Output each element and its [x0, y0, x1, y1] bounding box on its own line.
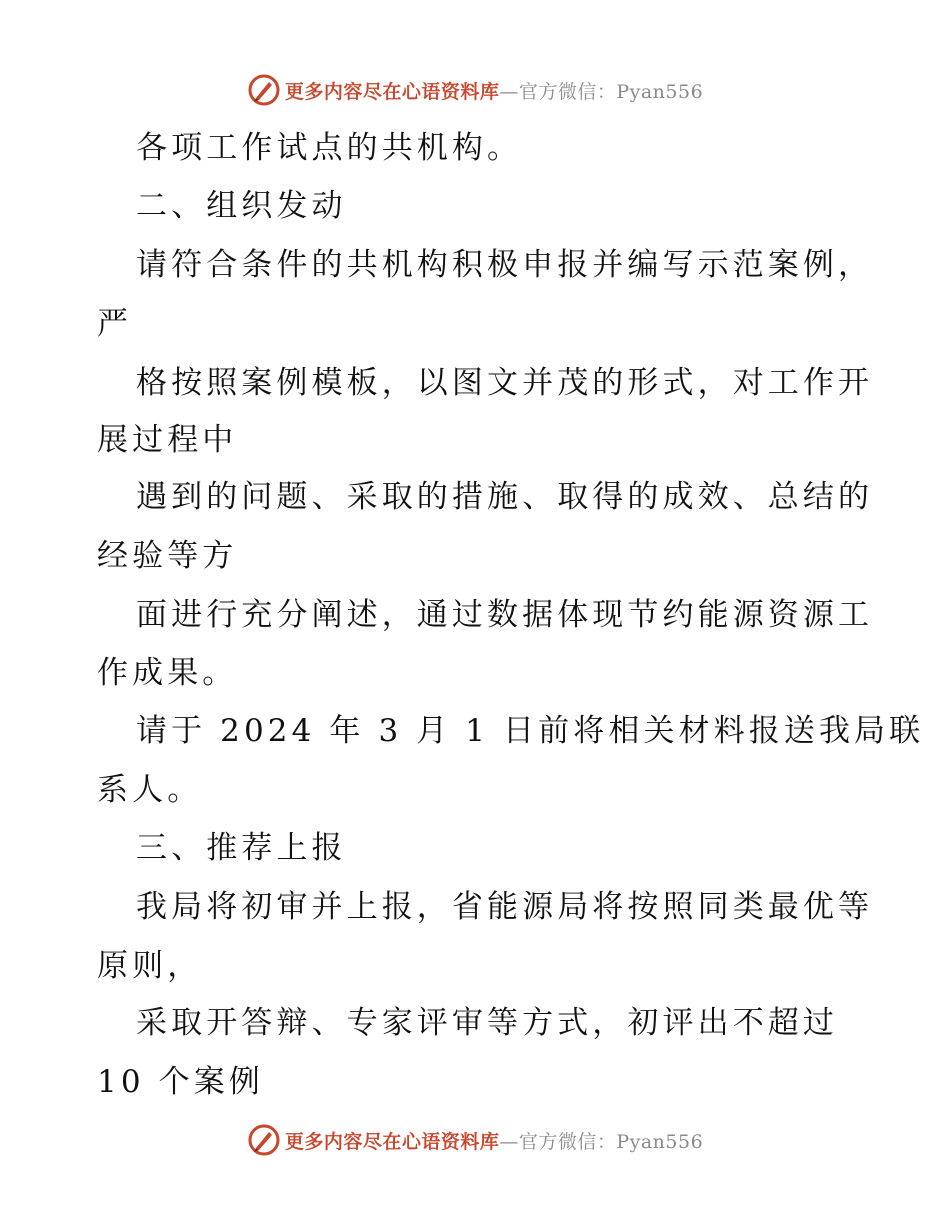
paragraph-line: 我局将初审并上报，省能源局将按照同类最优等: [136, 889, 874, 925]
watermark-text: 更多内容尽在心语资料库—官方微信：Pyan556: [284, 80, 704, 103]
paragraph-line: 10 个案例: [97, 1064, 264, 1100]
section-heading: 三、推荐上报: [136, 830, 347, 866]
footer-watermark: [0, 1120, 950, 1160]
paragraph-line: 作成果。: [97, 655, 238, 691]
paragraph-line: 请符合条件的共机构积极申报并编写示范案例，: [136, 247, 874, 283]
paragraph-line: 各项工作试点的共机构。: [136, 130, 523, 166]
paragraph-line: 遇到的问题、采取的措施、取得的成效、总结的: [136, 479, 874, 515]
paragraph-line: 采取开答辩、专家评审等方式，初评出不超过: [136, 1005, 838, 1041]
paragraph-line: 经验等方: [97, 538, 238, 574]
paragraph-line: 展过程中: [97, 422, 238, 458]
paragraph-line: 系人。: [97, 772, 203, 808]
paragraph-line: 原则，: [97, 948, 203, 984]
paragraph-line: 请于 2024 年 3 月 1 日前将相关材料报送我局联: [136, 713, 925, 749]
quill-pen-icon: [247, 1123, 281, 1157]
paragraph-line: 严: [97, 306, 133, 342]
paragraph-line: 格按照案例模板，以图文并茂的形式，对工作开: [136, 365, 874, 401]
section-heading: 二、组织发动: [136, 188, 347, 224]
paragraph-line: 面进行充分阐述，通过数据体现节约能源资源工: [136, 597, 874, 633]
watermark-text: 更多内容尽在心语资料库—官方微信：Pyan556: [284, 1130, 704, 1153]
